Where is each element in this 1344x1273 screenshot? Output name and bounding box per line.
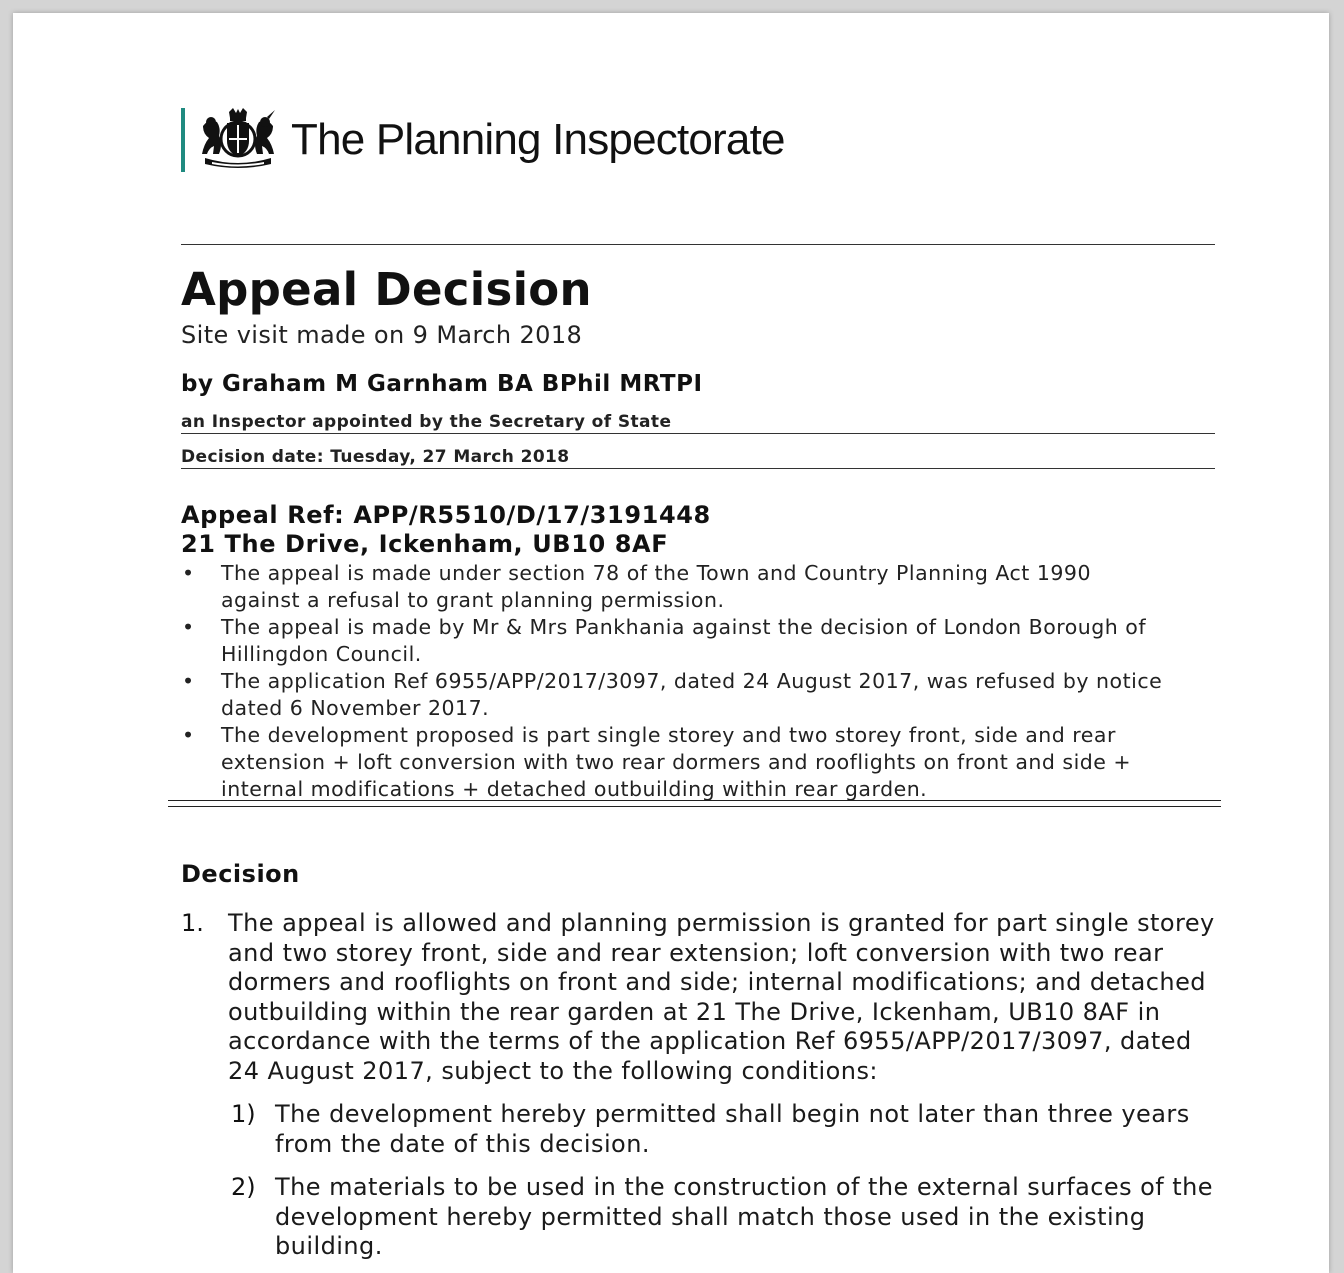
- planning-inspectorate-logo: [181, 108, 785, 172]
- document-page: [13, 13, 1329, 1273]
- decision-heading: Decision: [181, 860, 300, 888]
- inspector-name: by Graham M Garnham BA BPhil MRTPI: [181, 371, 703, 397]
- decision-date-divider: [181, 468, 1215, 469]
- decision-paragraph: [181, 909, 1221, 1087]
- list-item: [181, 560, 1221, 614]
- condition-item: [231, 1173, 1221, 1262]
- condition-number: 2): [231, 1173, 256, 1201]
- list-item: [181, 614, 1221, 668]
- site-address: 21 The Drive, Ickenham, UB10 8AF: [181, 530, 669, 558]
- bullet-marker: •: [182, 669, 195, 693]
- header-divider: [181, 244, 1215, 245]
- inspector-appointment: an Inspector appointed by the Secretary of State: [181, 412, 672, 432]
- paragraph-text: The appeal is allowed and planning permission is granted for part single storey and two storey front, side and rear extension; loft conversion with two rear dormers and rooflights on front and side; internal modifications; and detached outbuilding within the rear garden at 21 The Drive, Ickenham, UB10 8AF in accordance with the terms of the application Ref 6955/APP/2017/3097, dated 24 August 2017, subject to the following conditions:: [228, 909, 1215, 1085]
- bullet-marker: •: [182, 561, 195, 585]
- list-item: [181, 668, 1221, 722]
- list-item: [181, 722, 1221, 803]
- organisation-name: The Planning Inspectorate: [291, 115, 785, 164]
- appeal-summary-list: [181, 560, 1221, 803]
- royal-coat-of-arms-icon: [199, 108, 277, 172]
- paragraph-number: 1.: [181, 909, 204, 937]
- site-visit-date: Site visit made on 9 March 2018: [181, 321, 583, 349]
- list-item-text: The development proposed is part single storey and two storey front, side and rear extension + loft conversion with two rear dormers and rooflights on front and side + internal modifications + detached outbuilding within rear garden.: [221, 723, 1132, 801]
- condition-item: [231, 1100, 1221, 1159]
- list-item-text: The application Ref 6955/APP/2017/3097, dated 24 August 2017, was refused by notice dated 6 November 2017.: [221, 669, 1163, 720]
- decision-date: Decision date: Tuesday, 27 March 2018: [181, 447, 570, 467]
- page-title: Appeal Decision: [181, 263, 592, 316]
- list-item-text: The appeal is made under section 78 of the Town and Country Planning Act 1990 against a refusal to grant planning permission.: [221, 561, 1092, 612]
- logo-accent-bar: [181, 108, 185, 172]
- appointment-divider: [181, 433, 1215, 434]
- bullet-marker: •: [182, 723, 195, 747]
- summary-divider-top: [168, 800, 1221, 801]
- appeal-reference: Appeal Ref: APP/R5510/D/17/3191448: [181, 501, 711, 529]
- condition-number: 1): [231, 1100, 256, 1128]
- bullet-marker: •: [182, 615, 195, 639]
- condition-text: The development hereby permitted shall begin not later than three years from the date of this decision.: [275, 1100, 1190, 1158]
- summary-divider-bottom: [168, 806, 1221, 807]
- condition-text: The materials to be used in the construction of the external surfaces of the development hereby permitted shall match those used in the existing building.: [275, 1173, 1214, 1261]
- list-item-text: The appeal is made by Mr & Mrs Pankhania against the decision of London Borough of Hillingdon Council.: [221, 615, 1147, 666]
